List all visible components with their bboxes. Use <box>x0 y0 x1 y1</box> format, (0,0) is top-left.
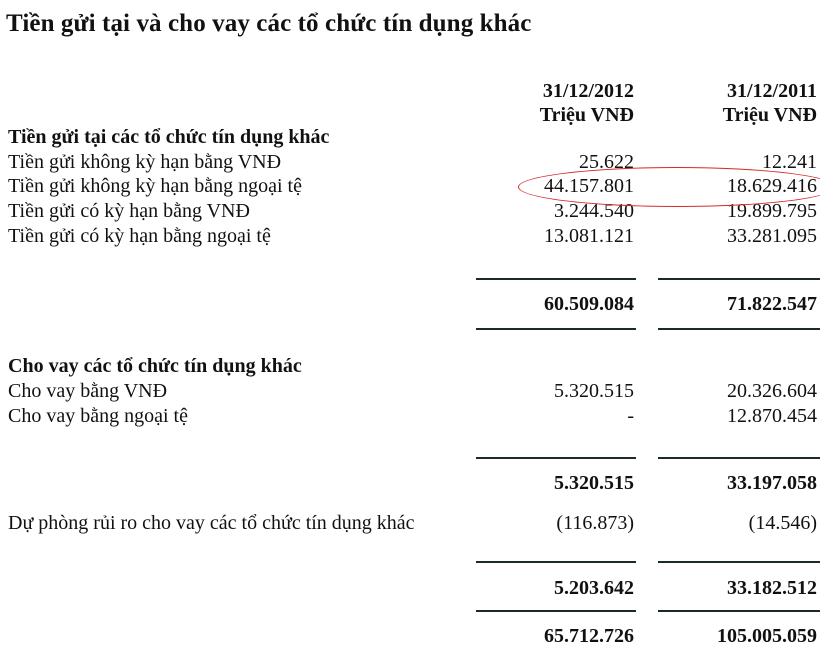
column-header-units <box>0 104 820 128</box>
divider-line <box>476 457 636 459</box>
value-2012: 25.622 <box>579 151 634 173</box>
column-date-2011: 31/12/2011 <box>726 80 817 102</box>
row-label: Tiền gửi có kỳ hạn bằng VNĐ <box>8 200 250 222</box>
table-row <box>0 225 820 249</box>
section-heading-label: Cho vay các tổ chức tín dụng khác <box>8 355 302 377</box>
value-2012: 3.244.540 <box>554 200 634 222</box>
net-loans-row <box>0 577 820 601</box>
total-2011: 105.005.059 <box>717 625 817 647</box>
row-label: Cho vay bằng ngoại tệ <box>8 405 188 427</box>
net-2011: 33.182.512 <box>727 577 817 599</box>
row-label: Tiền gửi có kỳ hạn bằng ngoại tệ <box>8 225 271 247</box>
subtotal-2011: 33.197.058 <box>727 472 817 494</box>
value-2012: 5.320.515 <box>554 380 634 402</box>
value-2011: 20.326.604 <box>727 380 817 402</box>
column-date-2012: 31/12/2012 <box>542 80 634 102</box>
table-row <box>0 200 820 224</box>
document-title: Tiền gửi tại và cho vay các tổ chức tín dụng khác <box>6 10 532 37</box>
divider-line <box>476 561 636 563</box>
table-row-highlighted <box>0 175 820 199</box>
divider-line <box>658 610 820 612</box>
subtotal-2012: 60.509.084 <box>544 293 634 315</box>
value-2011: (14.546) <box>748 512 817 534</box>
value-2011: 18.629.416 <box>727 175 817 197</box>
value-2012: 13.081.121 <box>544 225 634 247</box>
subtotal-2011: 71.822.547 <box>727 293 817 315</box>
table-row <box>0 151 820 175</box>
provision-row <box>0 512 820 536</box>
subtotal-2012: 5.320.515 <box>554 472 634 494</box>
row-label: Cho vay bằng VNĐ <box>8 380 168 402</box>
value-2012: - <box>627 405 634 427</box>
table-row <box>0 405 820 429</box>
divider-line <box>476 278 636 280</box>
subtotal-row-deposits <box>0 293 820 317</box>
section-heading-loans <box>0 355 820 379</box>
divider-line <box>658 561 820 563</box>
divider-line <box>658 328 820 330</box>
total-2012: 65.712.726 <box>544 625 634 647</box>
divider-line <box>476 328 636 330</box>
column-unit-2011: Triệu VNĐ <box>722 104 817 126</box>
net-2012: 5.203.642 <box>554 577 634 599</box>
section-heading-deposits <box>0 126 820 150</box>
value-2011: 12.870.454 <box>727 405 817 427</box>
divider-line <box>658 457 820 459</box>
section-heading-label: Tiền gửi tại các tổ chức tín dụng khác <box>8 126 330 148</box>
subtotal-row-loans <box>0 472 820 496</box>
row-label: Dự phòng rủi ro cho vay các tổ chức tín dụng khác <box>8 512 415 534</box>
row-label: Tiền gửi không kỳ hạn bằng ngoại tệ <box>8 175 302 197</box>
column-unit-2012: Triệu VNĐ <box>539 104 634 126</box>
value-2012: 44.157.801 <box>544 175 634 197</box>
value-2011: 19.899.795 <box>727 200 817 222</box>
row-label: Tiền gửi không kỳ hạn bằng VNĐ <box>8 151 282 173</box>
grand-total-row <box>0 625 820 649</box>
column-header-dates <box>0 80 820 104</box>
divider-line <box>476 610 636 612</box>
divider-line <box>658 278 820 280</box>
table-row <box>0 380 820 404</box>
value-2011: 33.281.095 <box>727 225 817 247</box>
value-2012: (116.873) <box>556 512 634 534</box>
value-2011: 12.241 <box>762 151 817 173</box>
